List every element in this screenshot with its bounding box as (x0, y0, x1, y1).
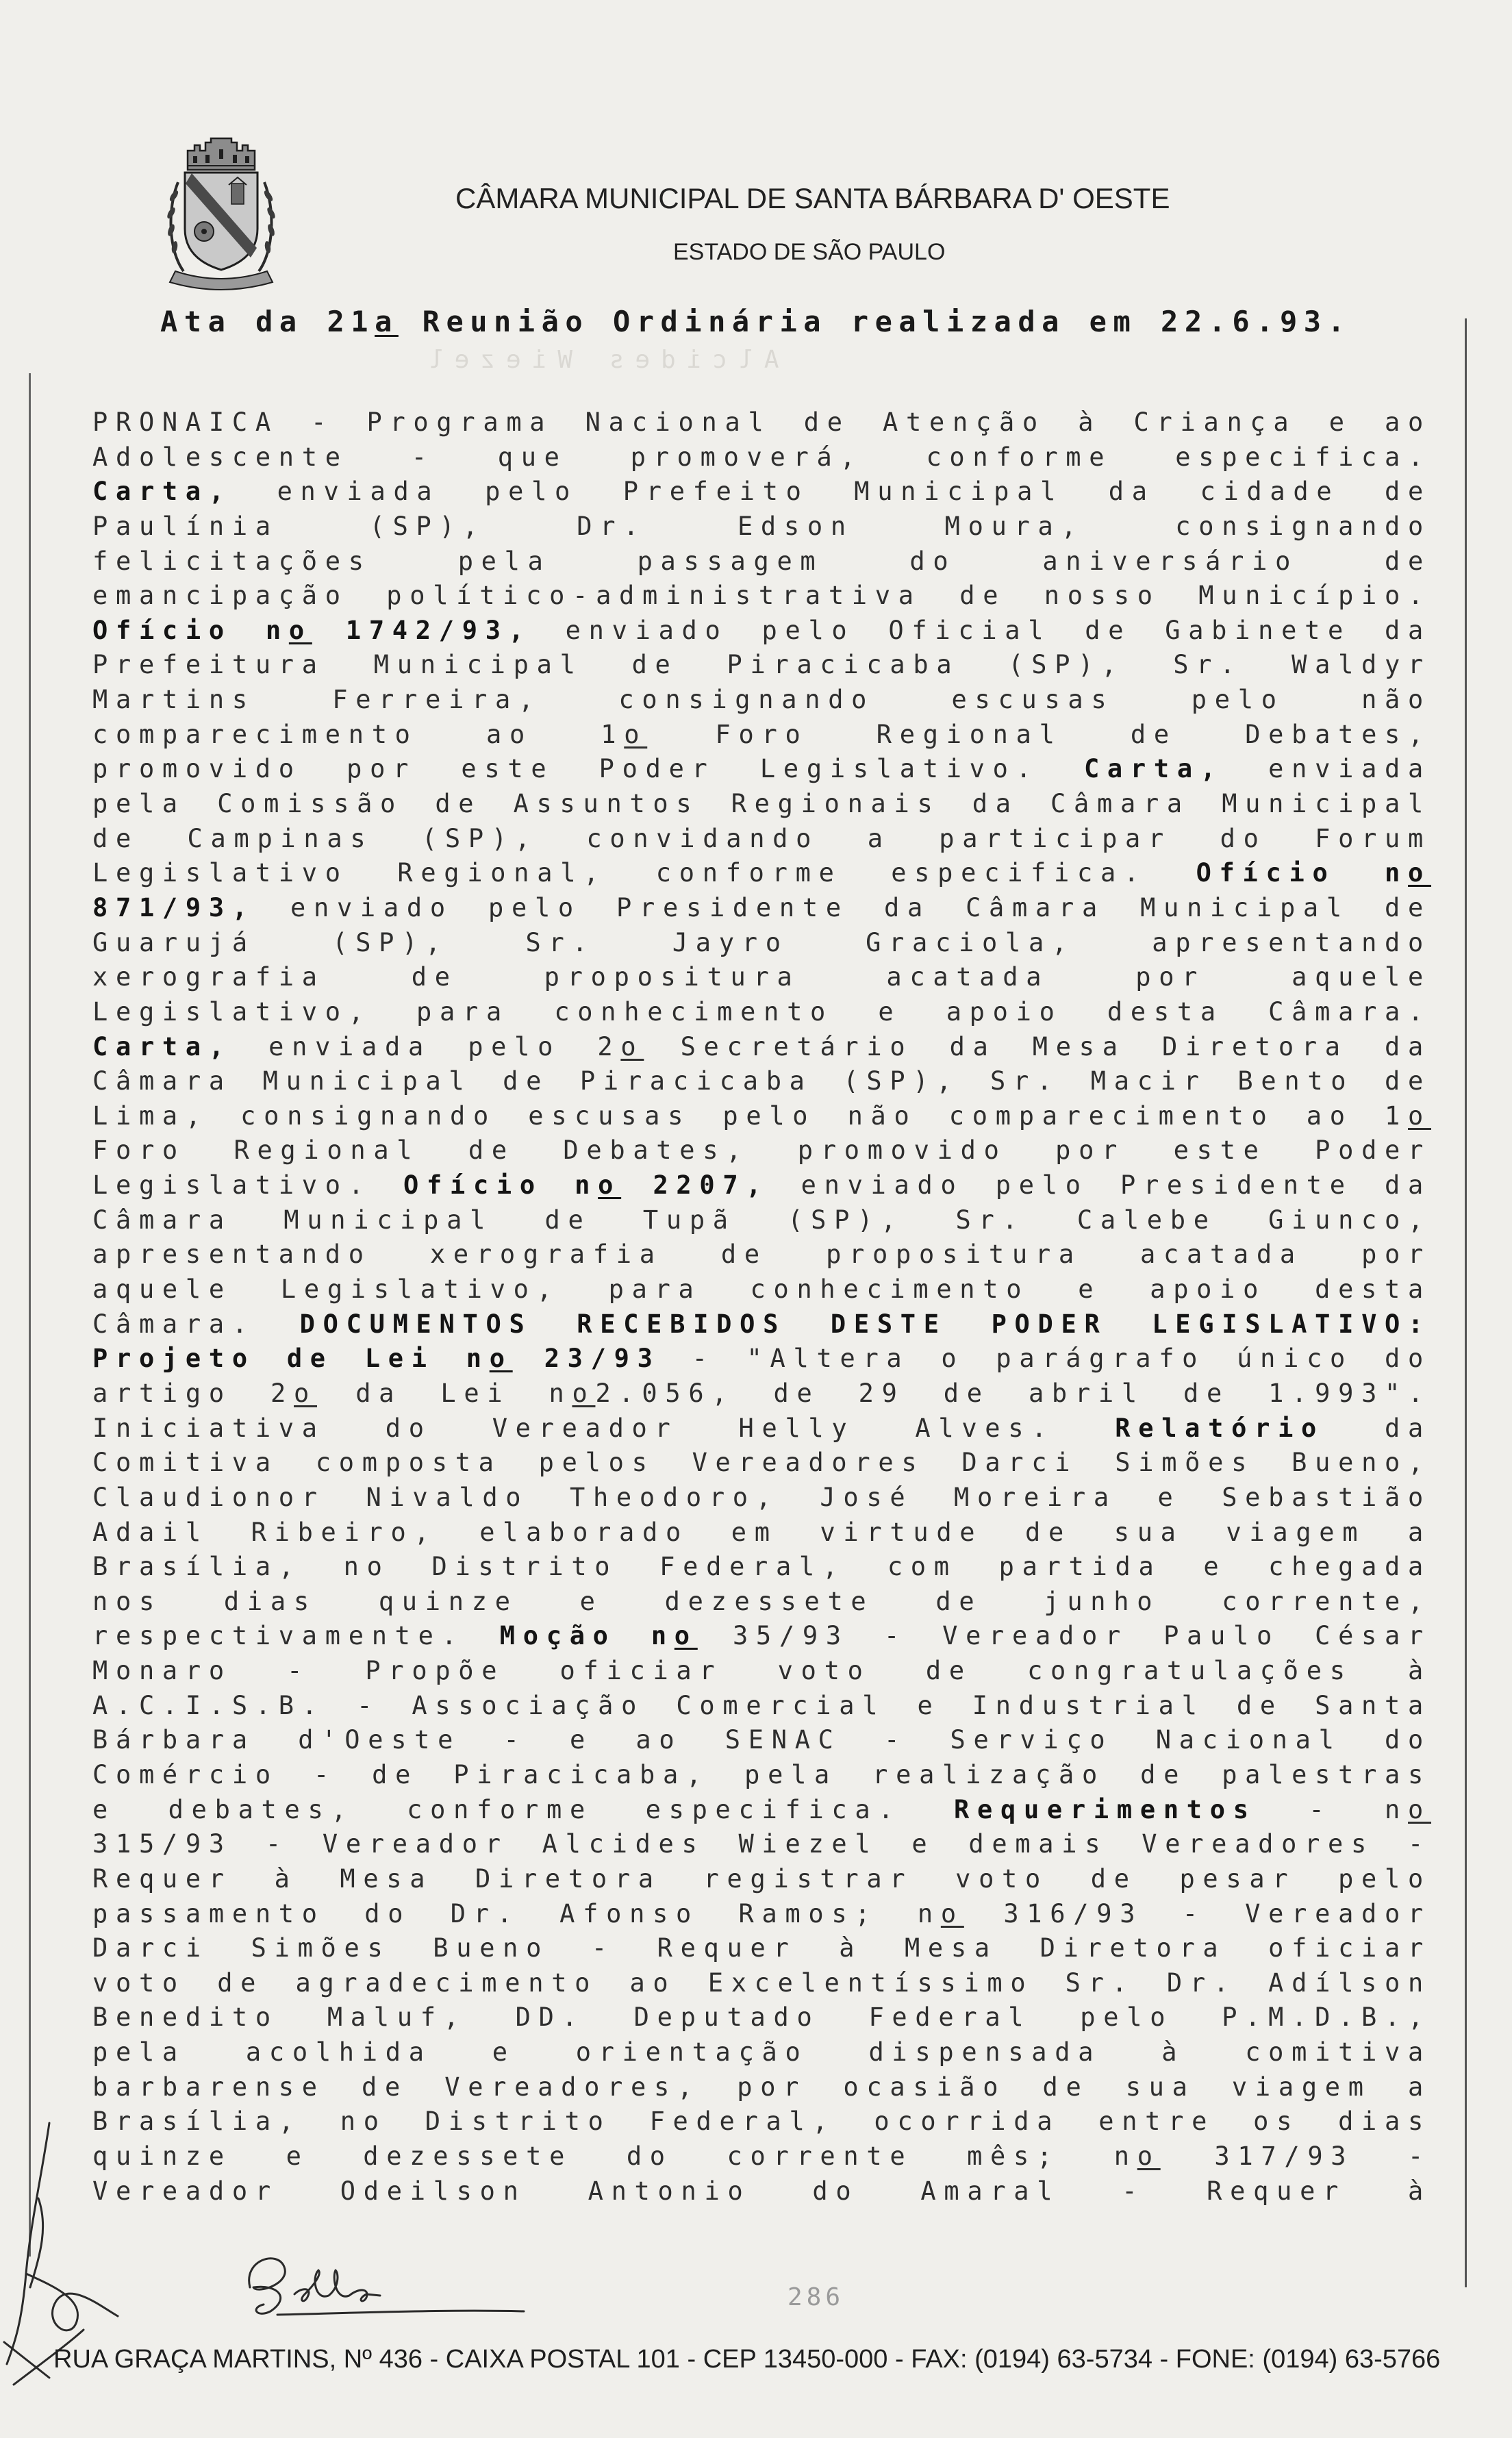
text-segment: Foro Regional de Debates, promovido por este Poder (92, 1135, 1431, 1166)
text-segment: respectivamente. (92, 1621, 500, 1651)
text-segment: Reunião Ordinária realizada em 22.6.93. (398, 305, 1352, 338)
ordinal-indicator: o (294, 1378, 318, 1408)
body-line (92, 440, 1431, 475)
footer-address: RUA GRAÇA MARTINS, Nº 436 - CAIXA POSTAL 101 - CEP 13450-000 - FAX: (0194) 63-5734 - FONE: (0194) 63-5766 (53, 2345, 1441, 2374)
body-line (92, 1585, 1431, 1620)
text-segment: promovido por este Poder Legislativo. (92, 754, 1084, 784)
body-line (92, 1377, 1431, 1411)
text-segment: Brasília, no Distrito Federal, com partida e chegada (92, 1552, 1431, 1582)
body-line (92, 510, 1431, 544)
body-line (92, 1516, 1431, 1550)
body-line (92, 1064, 1431, 1099)
text-segment: Claudionor Nivaldo Theodoro, José Moreira e Sebastião (92, 1482, 1431, 1512)
text-segment: Adail Ribeiro, elaborado em virtude de sua viagem a (92, 1517, 1431, 1547)
body-line (92, 2104, 1431, 2139)
ordinal-indicator: o (1408, 858, 1432, 888)
minutes-body (92, 405, 1431, 2209)
body-line (92, 1689, 1431, 1724)
body-line (92, 891, 1431, 926)
body-line (92, 1307, 1431, 1342)
institution-name: CÂMARA MUNICIPAL DE SANTA BÁRBARA D' OESTE (455, 182, 1170, 214)
body-line (92, 1411, 1431, 1446)
body-line (92, 1272, 1431, 1307)
body-line (92, 1133, 1431, 1168)
text-segment: Prefeitura Municipal de Piracicaba (SP), Sr. Waldyr (92, 650, 1431, 680)
ordinal-indicator: o (1408, 1101, 1431, 1131)
text-segment: Secretário da Mesa Diretora da (644, 1031, 1431, 1061)
text-segment: artigo 2 (92, 1378, 294, 1408)
text-segment: enviada pelo Prefeito Municipal da cidade de (231, 477, 1431, 507)
bold-text: 871/93, (92, 892, 255, 922)
body-line (92, 2070, 1431, 2105)
body-line (92, 1168, 1431, 1203)
ordinal-indicator: o (598, 1170, 622, 1201)
text-segment: Paulínia (SP), Dr. Edson Moura, consignando (92, 511, 1431, 541)
text-segment: 315/93 - Vereador Alcides Wiezel e demais Vereadores - (92, 1829, 1431, 1859)
document-title (160, 305, 1351, 339)
ordinal-indicator: o (1408, 1794, 1432, 1824)
bold-text: DOCUMENTOS RECEBIDOS DESTE PODER LEGISLATIVO: (299, 1309, 1431, 1339)
body-line (92, 1342, 1431, 1377)
text-segment: Vereador Odeilson Antonio do Amaral - Requer à (92, 2176, 1431, 2206)
body-line (92, 1654, 1431, 1689)
text-segment: Legislativo Regional, conforme especifica. (92, 858, 1196, 888)
text-segment: da Lei n (317, 1378, 572, 1408)
text-segment: enviada (1223, 754, 1431, 784)
body-line (92, 926, 1431, 961)
body-line (92, 405, 1431, 440)
bold-text: Carta, (92, 1031, 232, 1061)
text-segment: 317/93 - (1160, 2141, 1431, 2172)
body-line (92, 1099, 1431, 1134)
text-segment: enviado pelo Oficial de Gabinete da (531, 615, 1431, 645)
text-segment: enviada pelo 2 (231, 1031, 621, 1061)
text-segment: Adolescente - que promoverá, conforme especifica. (92, 442, 1431, 472)
coat-of-arms-icon (163, 134, 279, 299)
body-line (92, 544, 1431, 579)
body-line (92, 787, 1431, 822)
bold-text: 23/93 (512, 1344, 661, 1374)
text-segment: Requer à Mesa Diretora registrar voto de pesar pelo (92, 1863, 1431, 1894)
text-segment: felicitações pela passagem do aniversário de (92, 546, 1431, 576)
body-line (92, 960, 1431, 995)
body-line (92, 1966, 1431, 2001)
body-line (92, 995, 1431, 1030)
body-line (92, 648, 1431, 683)
text-segment: apresentando xerografia de propositura acatada por (92, 1240, 1431, 1270)
text-segment: Câmara Municipal de Tupã (SP), Sr. Calebe Giunco, (92, 1205, 1431, 1235)
bold-text: 1742/93, (312, 615, 532, 645)
bold-text: Projeto de Lei n (92, 1344, 490, 1374)
body-line (92, 579, 1431, 614)
margin-rule-right (1465, 318, 1467, 2287)
ordinal-indicator: o (624, 719, 648, 749)
body-line (92, 1237, 1431, 1272)
text-segment: pela acolhida e orientação dispensada à comitiva (92, 2037, 1431, 2068)
body-line (92, 1723, 1431, 1758)
bold-text: Ofício n (1196, 858, 1409, 888)
body-line (92, 1862, 1431, 1897)
text-segment: Bárbara d'Oeste - e ao SENAC - Serviço Nacional do (92, 1725, 1431, 1755)
bold-text: Requerimentos (954, 1794, 1257, 1824)
text-segment: Câmara. (92, 1309, 300, 1339)
text-segment: barbarense de Vereadores, por ocasião de sua viagem a (92, 2072, 1431, 2102)
text-segment: - n (1256, 1794, 1409, 1824)
text-segment: e debates, conforme especifica. (92, 1794, 955, 1824)
state-name: ESTADO DE SÃO PAULO (673, 239, 946, 265)
text-segment: Martins Ferreira, consignando escusas pelo não (92, 685, 1431, 715)
ordinal-indicator: o (489, 1344, 513, 1374)
text-segment: aquele Legislativo, para conhecimento e apoio desta (92, 1274, 1431, 1305)
body-line (92, 1619, 1431, 1654)
text-segment: Câmara Municipal de Piracicaba (SP), Sr. Macir Bento de (92, 1066, 1431, 1096)
body-line (92, 1203, 1431, 1238)
text-segment: Ata da 21 (160, 305, 375, 338)
text-segment: 2.056, de 29 de abril de 1.993". (595, 1378, 1431, 1408)
body-line (92, 1827, 1431, 1862)
text-segment: Benedito Maluf, DD. Deputado Federal pelo P.M.D.B., (92, 2002, 1431, 2033)
text-segment: 35/93 - Vereador Paulo César (697, 1621, 1431, 1651)
ordinal-indicator: o (674, 1621, 698, 1651)
text-segment: A.C.I.S.B. - Associação Comercial e Industrial de Santa (92, 1690, 1431, 1720)
bold-text: Carta, (1083, 754, 1224, 784)
text-segment: 316/93 - Vereador (963, 1898, 1431, 1928)
text-segment: Legislativo, para conhecimento e apoio desta Câmara. (92, 996, 1431, 1027)
text-segment: Monaro - Propõe oficiar voto de congratulações à (92, 1656, 1431, 1686)
bold-text: Relatório (1115, 1413, 1325, 1443)
text-segment: enviado pelo Presidente da (769, 1170, 1431, 1201)
text-segment: passamento do Dr. Afonso Ramos; n (92, 1898, 941, 1928)
body-line (92, 1481, 1431, 1516)
text-segment: Darci Simões Bueno - Requer à Mesa Diretora oficiar (92, 1933, 1431, 1963)
page-number: 286 (788, 2283, 845, 2311)
text-segment: voto de agradecimento ao Excelentíssimo Sr. Dr. Adílson (92, 1968, 1431, 1998)
body-line (92, 475, 1431, 510)
body-line (92, 718, 1431, 753)
text-segment: emancipação político-administrativa de nosso Município. (92, 581, 1431, 611)
ordinal-indicator: o (1137, 2141, 1161, 2172)
ordinal-indicator: o (572, 1378, 596, 1408)
bold-text: Ofício n (92, 615, 289, 645)
text-segment: quinze e dezessete do corrente mês; n (92, 2141, 1137, 2172)
text-segment: Guarujá (SP), Sr. Jayro Graciola, apresentando (92, 927, 1431, 957)
body-line (92, 1897, 1431, 1932)
body-line (92, 1446, 1431, 1481)
text-segment: PRONAICA - Programa Nacional de Atenção à Criança e ao (92, 407, 1431, 437)
ordinal-indicator: o (288, 615, 312, 645)
bold-text: 2207, (621, 1170, 770, 1201)
text-segment: Comitiva composta pelos Vereadores Darci Simões Bueno, (92, 1448, 1431, 1478)
body-line (92, 614, 1431, 649)
bleed-through-text: Alcides Wiezel (418, 346, 779, 374)
signature-scribble (236, 2246, 538, 2325)
text-segment: da (1324, 1413, 1431, 1443)
margin-rule-left (29, 373, 31, 2257)
body-line (92, 2174, 1431, 2209)
body-line (92, 2139, 1431, 2174)
body-line (92, 1793, 1431, 1828)
bold-text: Carta, (92, 477, 232, 507)
ordinal-indicator: a (375, 305, 399, 338)
text-segment: Comércio - de Piracicaba, pela realização de palestras (92, 1759, 1431, 1789)
bold-text: Moção n (499, 1621, 675, 1651)
text-segment: Brasília, no Distrito Federal, ocorrida entre os dias (92, 2107, 1431, 2137)
text-segment: comparecimento ao 1 (92, 719, 625, 749)
body-line (92, 856, 1431, 891)
body-line (92, 2035, 1431, 2070)
text-segment: pela Comissão de Assuntos Regionais da Câmara Municipal (92, 789, 1431, 819)
body-line (92, 1030, 1431, 1065)
text-segment: Legislativo. (92, 1170, 404, 1201)
body-line (92, 1758, 1431, 1793)
bold-text: Ofício n (403, 1170, 598, 1201)
body-line (92, 752, 1431, 787)
text-segment: Foro Regional de Debates, (647, 719, 1432, 749)
text-segment: Lima, consignando escusas pelo não comparecimento ao 1 (92, 1101, 1409, 1131)
ordinal-indicator: o (620, 1031, 644, 1061)
text-segment: xerografia de propositura acatada por aquele (92, 962, 1431, 992)
body-line (92, 2000, 1431, 2035)
text-segment: enviado pelo Presidente da Câmara Municipal de (255, 892, 1431, 922)
ordinal-indicator: o (940, 1898, 964, 1928)
body-line (92, 822, 1431, 857)
body-line (92, 1550, 1431, 1585)
body-line (92, 1931, 1431, 1966)
text-segment: Iniciativa do Vereador Helly Alves. (92, 1413, 1116, 1443)
text-segment: nos dias quinze e dezessete de junho corrente, (92, 1586, 1431, 1616)
body-line (92, 683, 1431, 718)
text-segment: - "Altera o parágrafo único do (660, 1344, 1431, 1374)
text-segment: de Campinas (SP), convidando a participar do Forum (92, 823, 1431, 853)
